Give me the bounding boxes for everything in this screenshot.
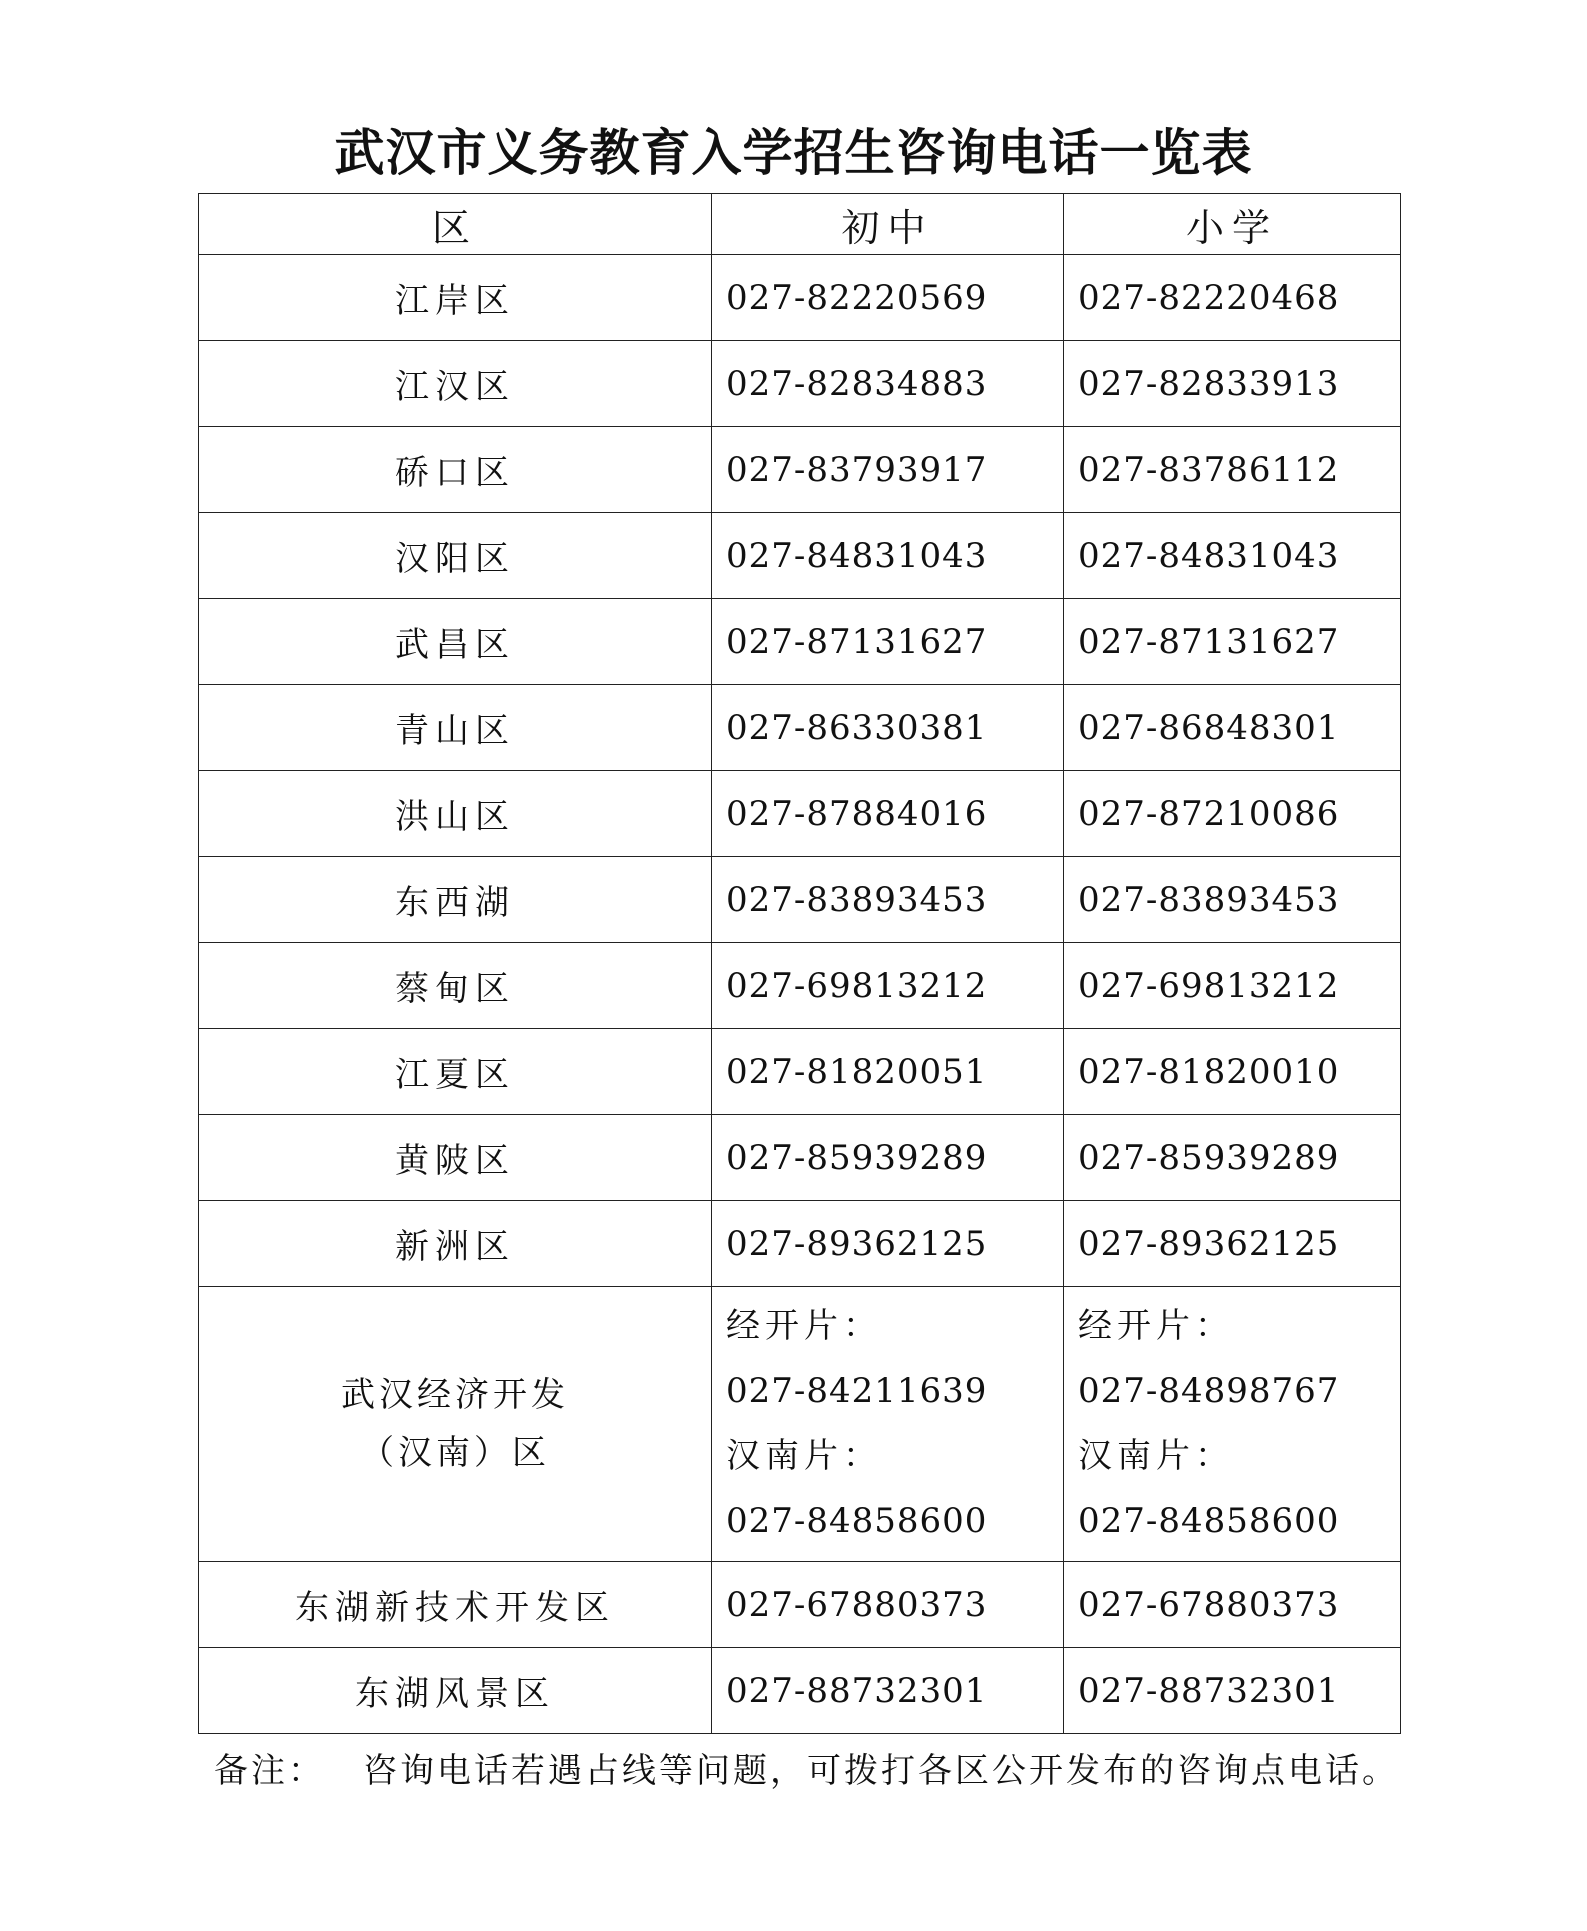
table-row xyxy=(199,685,1401,771)
header-junior: 初中 xyxy=(712,194,1064,255)
junior-phone-cell: 027-69813212 xyxy=(712,943,1064,1029)
district-cell: 新洲区 xyxy=(199,1201,712,1287)
primary-phone-cell: 027-85939289 xyxy=(1064,1115,1401,1201)
table-row xyxy=(199,857,1401,943)
sub-area-label: 经开片： xyxy=(726,1306,882,1346)
junior-phone-cell: 027-89362125 xyxy=(712,1201,1064,1287)
sub-area-phone: 027-84858600 xyxy=(726,1501,988,1541)
phone-table xyxy=(198,193,1401,1734)
footnote xyxy=(214,1746,1399,1796)
junior-phone-cell: 027-85939289 xyxy=(712,1115,1064,1201)
primary-phone-cell: 027-89362125 xyxy=(1064,1201,1401,1287)
sub-area-label: 汉南片： xyxy=(1078,1436,1234,1476)
sub-area-label: 汉南片： xyxy=(726,1436,882,1476)
table-row xyxy=(199,1648,1401,1734)
page-title: 武汉市义务教育入学招生咨询电话一览表 xyxy=(334,124,1253,182)
sub-area-phone: 027-84898767 xyxy=(1078,1371,1340,1411)
table-header-row xyxy=(199,194,1401,255)
district-cell: 江岸区 xyxy=(199,255,712,341)
district-cell: 硚口区 xyxy=(199,427,712,513)
table-row xyxy=(199,513,1401,599)
district-line1: 武汉经济开发 xyxy=(341,1375,569,1415)
district-cell xyxy=(199,1287,712,1562)
table-row xyxy=(199,943,1401,1029)
junior-phone-cell: 027-82220569 xyxy=(712,255,1064,341)
district-line2: （汉南）区 xyxy=(360,1433,550,1473)
district-cell: 蔡甸区 xyxy=(199,943,712,1029)
district-cell: 洪山区 xyxy=(199,771,712,857)
header-district: 区 xyxy=(199,194,712,255)
district-cell: 东湖新技术开发区 xyxy=(199,1562,712,1648)
primary-phone-cell: 027-87131627 xyxy=(1064,599,1401,685)
junior-phone-cell xyxy=(712,1287,1064,1562)
table-row xyxy=(199,1562,1401,1648)
primary-phone-cell: 027-82220468 xyxy=(1064,255,1401,341)
table-row xyxy=(199,255,1401,341)
junior-phone-cell: 027-84831043 xyxy=(712,513,1064,599)
junior-phone-cell: 027-86330381 xyxy=(712,685,1064,771)
primary-phone-cell: 027-83893453 xyxy=(1064,857,1401,943)
footnote-text: 咨询电话若遇占线等问题，可拨打各区公开发布的咨询点电话。 xyxy=(363,1751,1399,1791)
sub-area-phone: 027-84211639 xyxy=(726,1371,988,1411)
junior-phone-cell: 027-67880373 xyxy=(712,1562,1064,1648)
primary-phone-cell: 027-83786112 xyxy=(1064,427,1401,513)
primary-phone-cell: 027-82833913 xyxy=(1064,341,1401,427)
table-row xyxy=(199,1115,1401,1201)
junior-phone-cell: 027-83893453 xyxy=(712,857,1064,943)
junior-phone-cell: 027-88732301 xyxy=(712,1648,1064,1734)
district-cell: 青山区 xyxy=(199,685,712,771)
junior-phone-cell: 027-87131627 xyxy=(712,599,1064,685)
junior-phone-cell: 027-81820051 xyxy=(712,1029,1064,1115)
primary-phone-cell: 027-69813212 xyxy=(1064,943,1401,1029)
district-cell: 江夏区 xyxy=(199,1029,712,1115)
table-row xyxy=(199,1029,1401,1115)
primary-phone-cell: 027-88732301 xyxy=(1064,1648,1401,1734)
primary-phone-cell: 027-87210086 xyxy=(1064,771,1401,857)
table-row xyxy=(199,599,1401,685)
table-row-econ-zone xyxy=(199,1287,1401,1562)
table-row xyxy=(199,1201,1401,1287)
sub-area-label: 经开片： xyxy=(1078,1306,1234,1346)
primary-phone-cell: 027-67880373 xyxy=(1064,1562,1401,1648)
district-cell: 江汉区 xyxy=(199,341,712,427)
primary-phone-cell xyxy=(1064,1287,1401,1562)
junior-phone-cell: 027-87884016 xyxy=(712,771,1064,857)
table-row xyxy=(199,341,1401,427)
district-cell: 东西湖 xyxy=(199,857,712,943)
district-cell: 汉阳区 xyxy=(199,513,712,599)
district-cell: 武昌区 xyxy=(199,599,712,685)
junior-phone-cell: 027-83793917 xyxy=(712,427,1064,513)
header-primary: 小学 xyxy=(1064,194,1401,255)
primary-phone-cell: 027-84831043 xyxy=(1064,513,1401,599)
primary-phone-cell: 027-81820010 xyxy=(1064,1029,1401,1115)
district-cell: 黄陂区 xyxy=(199,1115,712,1201)
footnote-label: 备注： xyxy=(214,1751,325,1791)
table-row xyxy=(199,771,1401,857)
sub-area-phone: 027-84858600 xyxy=(1078,1501,1340,1541)
district-cell: 东湖风景区 xyxy=(199,1648,712,1734)
primary-phone-cell: 027-86848301 xyxy=(1064,685,1401,771)
junior-phone-cell: 027-82834883 xyxy=(712,341,1064,427)
table-row xyxy=(199,427,1401,513)
